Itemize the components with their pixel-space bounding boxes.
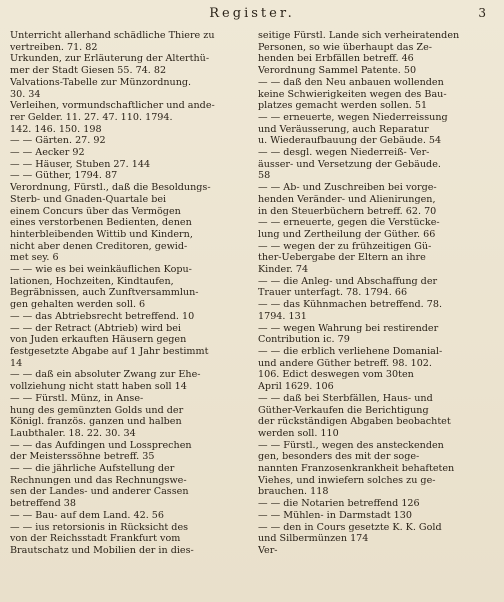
register-entry-line: Urkunden, zur Erläuterung der Alterthü-: [10, 53, 210, 65]
register-entry-line: — — wie es bei weinkäuflichen Kopu-: [10, 264, 192, 276]
register-entry-line: — — Güther, 1794. 87: [10, 170, 118, 182]
register-entry-line: 142. 146. 150. 198: [10, 123, 102, 135]
register-entry-line: Sterb- und Gnaden-Quartale bei: [10, 193, 167, 205]
register-entry-line: — — daß den Neu anbauen wollenden: [258, 76, 444, 88]
register-entry-line: von der Reichsstadt Frankfurt vom: [10, 533, 181, 545]
register-entry-line: vollziehung nicht statt haben soll 14: [10, 381, 187, 393]
register-entry-line: — — Aecker 92: [10, 147, 85, 159]
register-entry-line: — — die jährliche Aufstellung der: [10, 463, 175, 475]
register-entry-line: nannten Franzosenkrankheit behafteten: [258, 463, 455, 475]
register-entry-line: platzes gemacht werden sollen. 51: [258, 100, 428, 112]
register-entry-line: Personen, so wie überhaupt das Ze-: [258, 41, 433, 53]
register-entry-line: hinterbleibenden Wittib und Kindern,: [10, 228, 193, 240]
register-entry-line: — — Mühlen- in Darmstadt 130: [258, 509, 412, 521]
register-entry-line: mer der Stadt Giesen 55. 74. 82: [10, 65, 167, 77]
register-entry-line: met sey. 6: [10, 252, 59, 264]
register-entry-line: sen der Landes- und anderer Cassen: [10, 486, 189, 498]
register-entry-line: und Veräusserung, auch Reparatur: [258, 123, 429, 135]
register-entry-line: und andere Güther betreff. 98. 102.: [258, 357, 432, 369]
register-entry-line: Trauer unterfagt. 78. 1794. 66: [258, 287, 408, 299]
register-entry-line: — — daß bei Sterbfällen, Haus- und: [258, 392, 433, 404]
register-entry-line: Güther-Verkaufen die Berichtigung: [258, 404, 429, 416]
register-entry-line: rer Gelder. 11. 27. 47. 110. 1794.: [10, 111, 173, 123]
register-entry-line: 1794. 131: [258, 310, 307, 322]
register-entry-line: und Silbermünzen 174: [258, 533, 369, 545]
register-entry-line: ther-Uebergabe der Eltern an ihre: [258, 252, 426, 264]
register-columns: [10, 30, 494, 557]
register-entry-line: werden soll. 110: [258, 427, 339, 439]
register-entry-line: Laubthaler. 18. 22. 30. 34: [10, 427, 136, 439]
register-entry-line: — — erneuerte, wegen Niederreissung: [258, 111, 448, 123]
register-entry-line: lationen, Hochzeiten, Kindtaufen,: [10, 275, 174, 287]
register-entry-line: — — Ab- und Zuschreiben bei vorge-: [258, 182, 437, 194]
register-entry-line: Rechnungen und das Rechnungswe-: [10, 474, 187, 486]
register-entry-line: festgesetzte Abgabe auf 1 Jahr bestimmt: [10, 345, 209, 357]
register-entry-line: 30. 34: [10, 88, 41, 100]
register-entry-line: Valvations-Tabelle zur Münzordnung.: [10, 76, 192, 88]
register-entry-line: Verordnung, Fürstl., daß die Besoldungs-: [10, 182, 211, 194]
register-entry-line: hung des gemünzten Golds und der: [10, 404, 184, 416]
register-entry-line: Verleihen, vormundschaftlicher und ande-: [10, 100, 215, 112]
register-entry-line: — — ius retorsionis in Rücksicht des: [10, 521, 189, 533]
register-entry-line: — — erneuerte, gegen die Verstücke-: [258, 217, 440, 229]
register-entry-line: — — desgl. wegen Niederreiß- Ver-: [258, 147, 430, 159]
register-entry-line: April 1629. 106: [258, 381, 334, 393]
register-entry-line: lung und Zertheilung der Güther. 66: [258, 228, 436, 240]
register-entry-line: — — der Retract (Abtrieb) wird bei: [10, 322, 181, 334]
register-entry-line: Verordnung Sammel Patente. 50: [258, 65, 417, 77]
register-entry-line: Ver-: [258, 544, 278, 556]
register-entry-line: Kinder. 74: [258, 264, 309, 276]
register-entry-line: — — die Anleg- und Abschaffung der: [258, 275, 438, 287]
register-entry-line: — — wegen der zu frühzeitigen Gü-: [258, 240, 432, 252]
register-entry-line: Königl. französ. ganzen und halben: [10, 416, 182, 428]
register-entry-line: u. Wiederaufbauung der Gebäude. 54: [258, 135, 442, 147]
register-entry-line: eines verstorbenen Bedienten, denen: [10, 217, 192, 229]
register-entry-line: — — Gärten. 27. 92: [10, 135, 106, 147]
left-column: [10, 30, 246, 557]
register-entry-line: — — Fürstl. Münz, in Anse-: [10, 392, 144, 404]
register-entry-line: betreffend 38: [10, 498, 77, 510]
register-entry-line: — — wegen Wahrung bei restirender: [258, 322, 439, 334]
register-entry-line: — — das Aufdingen und Lossprechen: [10, 439, 192, 451]
register-entry-line: einem Concurs über das Vermögen: [10, 205, 181, 217]
register-entry-line: äusser- und Versetzung der Gebäude.: [258, 158, 441, 170]
register-entry-line: brauchen. 118: [258, 486, 329, 498]
register-entry-line: der rückständigen Abgaben beobachtet: [258, 416, 451, 428]
register-entry-line: — — die Notarien betreffend 126: [258, 498, 420, 510]
register-entry-line: — — Bau- auf dem Land. 42. 56: [10, 509, 165, 521]
register-entry-line: der Meisterssöhne betreff. 35: [10, 451, 155, 463]
page-number: 3: [478, 6, 486, 20]
register-entry-line: in den Steuerbüchern betreff. 62. 70: [258, 205, 437, 217]
page-title: Register.: [209, 6, 295, 21]
register-entry-line: Begräbnissen, auch Zunftversammlun-: [10, 287, 199, 299]
register-entry-line: Contribution ic. 79: [258, 334, 350, 346]
register-entry-line: Brautschatz und Mobilien der in dies-: [10, 544, 194, 556]
register-entry-line: henden Veränder- und Alienirungen,: [258, 193, 436, 205]
register-entry-line: von Juden erkauften Häusern gegen: [10, 334, 187, 346]
right-column: [258, 30, 494, 557]
register-entry-line: Unterricht allerhand schädliche Thiere zu: [10, 30, 215, 41]
register-entry-line: seitige Fürstl. Lande sich verheiratenden: [258, 30, 460, 41]
register-entry-line: — — das Abtriebsrecht betreffend. 10: [10, 310, 195, 322]
register-entry-line: nicht aber denen Creditoren, gewid-: [10, 240, 188, 252]
register-entry-line: — — Fürstl., wegen des ansteckenden: [258, 439, 444, 451]
register-entry-line: gen gehalten werden soll. 6: [10, 299, 146, 311]
register-entry-line: — — Häuser, Stuben 27. 144: [10, 158, 151, 170]
register-entry-line: henden bei Erbfällen betreff. 46: [258, 53, 414, 65]
register-entry-line: — — den in Cours gesetzte K. K. Gold: [258, 521, 442, 533]
register-entry-line: gen, besonders des mit der soge-: [258, 451, 420, 463]
register-entry-line: — — die erblich verliehene Domanial-: [258, 345, 443, 357]
page-header: [10, 6, 494, 26]
register-entry-line: — — daß ein absoluter Zwang zur Ehe-: [10, 369, 201, 381]
register-entry-line: vertreiben. 71. 82: [10, 41, 98, 53]
register-entry-line: 106. Edict deswegen vom 30ten: [258, 369, 414, 381]
register-entry-line: Viehes, und inwiefern solches zu ge-: [258, 474, 436, 486]
register-entry-line: — — das Kühnmachen betreffend. 78.: [258, 299, 442, 311]
register-entry-line: keine Schwierigkeiten wegen des Bau-: [258, 88, 447, 100]
register-entry-line: 14: [10, 357, 23, 369]
register-entry-line: 58: [258, 170, 271, 182]
